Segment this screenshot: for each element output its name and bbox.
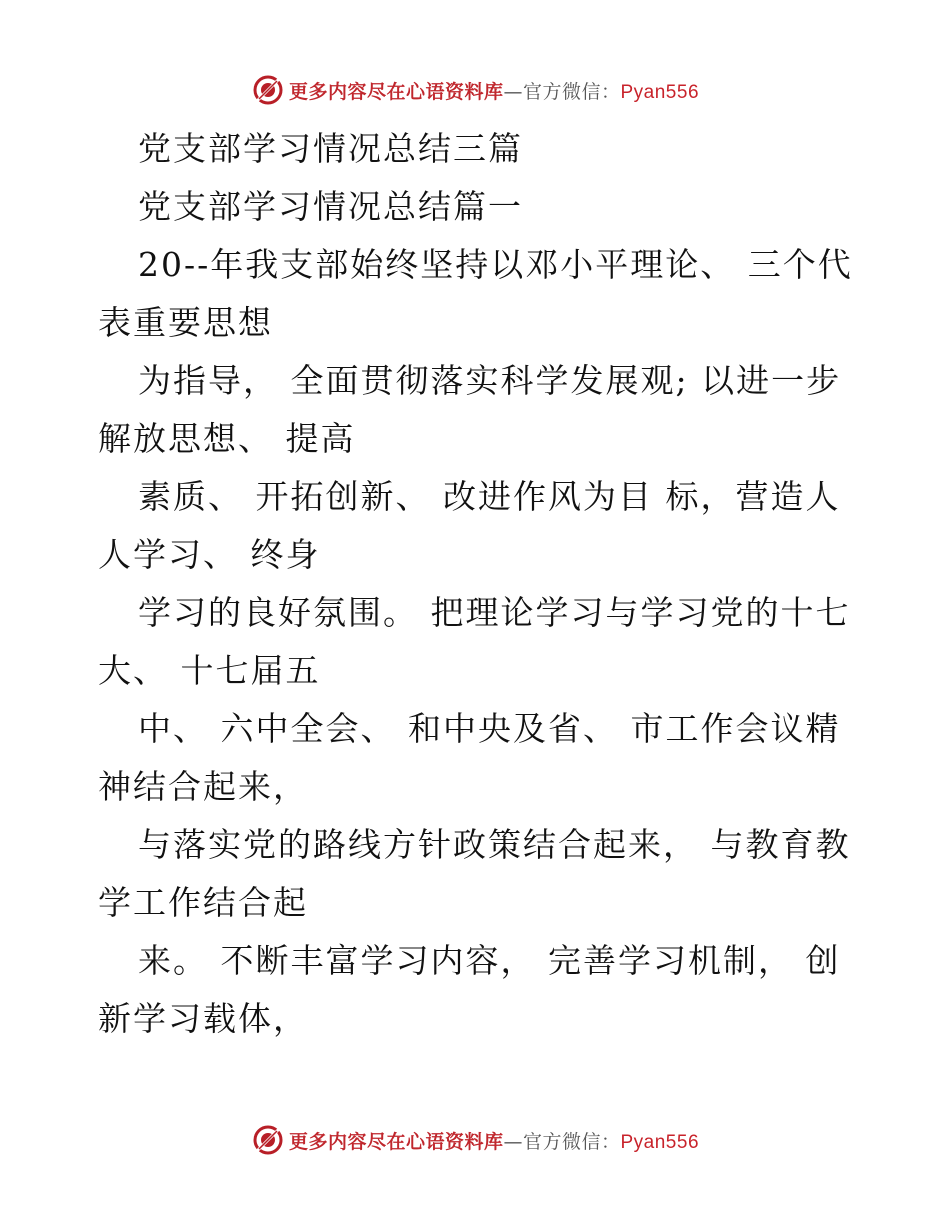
pen-logo-icon — [251, 73, 285, 107]
banner-wechat-id: Pyan556 — [620, 81, 700, 103]
banner-site-text: 更多内容尽在心语资料库 — [288, 1130, 504, 1153]
document-subtitle: 党支部学习情况总结篇一 — [138, 187, 523, 226]
banner-wechat-label: 官方微信： — [522, 1130, 621, 1153]
paragraph-line: 神结合起来， — [98, 767, 308, 806]
banner-wechat-label: 官方微信： — [522, 80, 621, 103]
paragraph-line: 新学习载体， — [98, 999, 308, 1038]
document-body — [98, 120, 853, 1048]
paragraph-line: 学工作结合起 — [98, 883, 308, 922]
paragraph-line: 与落实党的路线方针政策结合起来， 与教育教 — [138, 825, 851, 864]
paragraph-line: 20--年我支部始终坚持以邓小平理论、 三个代 — [138, 245, 853, 284]
pen-logo-icon — [251, 1123, 285, 1157]
banner-site-text: 更多内容尽在心语资料库 — [288, 80, 504, 103]
header-banner — [0, 70, 950, 110]
paragraph-line: 大、 十七届五 — [98, 651, 321, 690]
banner-separator: — — [503, 1130, 523, 1153]
banner-separator: — — [503, 80, 523, 103]
paragraph-line: 学习的良好氛围。 把理论学习与学习党的十七 — [138, 593, 851, 632]
paragraph-line: 素质、 开拓创新、 改进作风为目 标，营造人 — [138, 477, 841, 516]
paragraph-line: 解放思想、 提高 — [98, 419, 356, 458]
banner-wechat-id: Pyan556 — [620, 1131, 700, 1153]
paragraph-line: 来。 不断丰富学习内容， 完善学习机制， 创 — [138, 941, 841, 980]
document-title: 党支部学习情况总结三篇 — [138, 129, 523, 168]
footer-banner — [0, 1120, 950, 1160]
paragraph-line: 中、 六中全会、 和中央及省、 市工作会议精 — [138, 709, 841, 748]
paragraph-line: 表重要思想 — [98, 303, 273, 342]
paragraph-line: 为指导， 全面贯彻落实科学发展观; 以进一步 — [138, 361, 842, 400]
paragraph-line: 人学习、 终身 — [98, 535, 321, 574]
